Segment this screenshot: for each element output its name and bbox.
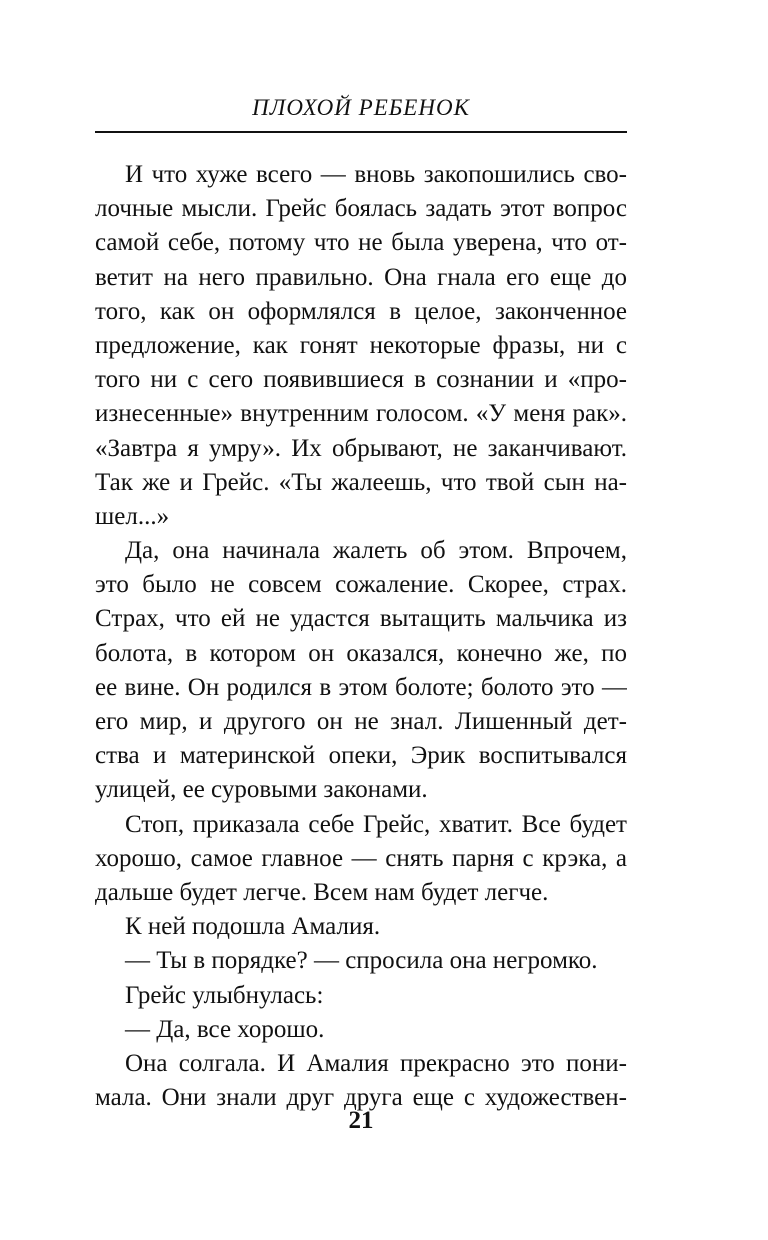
text-line: это было не совсем сожаление. Скорее, страх. [95,571,627,599]
text-line: болота, в котором он оказался, конечно же, по [95,639,627,667]
text-line: шел...» [95,502,170,530]
text-line: И что хуже всего — вновь закопошились сво- [125,161,627,188]
text-line: «Завтра я умру». Их обрывают, не заканчивают. [95,434,627,462]
text-line: Она солгала. И Амалия прекрасно это пони- [125,1049,627,1077]
text-line: хорошо, самое главное — снять парня с крэка, а [95,844,627,872]
running-head: ПЛОХОЙ РЕБЕНОК [252,95,470,120]
text-line: Грейс улыбнулась: [125,981,324,1009]
text-line: предложение, как гонят некоторые фразы, ни с [95,331,627,359]
dialogue-line: — Ты в порядке? — спросила она негромко. [125,947,598,975]
text-line: Стоп, приказала себе Грейс, хватит. Все будет [125,810,627,838]
text-line: того ни с сего появившиеся в сознании и «про- [95,366,627,394]
header-rule [95,131,627,133]
text-line: К ней подошла Амалия. [125,913,381,941]
page-number: 21 [348,1107,374,1134]
text-line: Страх, что ей не удастся вытащить мальчика из [95,605,627,633]
dialogue-line: — Да, все хорошо. [125,1015,325,1043]
text-line: изнесенные» внутренним голосом. «У меня рак». [95,400,627,428]
text-line: дальше будет легче. Всем нам будет легче. [95,878,549,906]
text-line: его мир, и другого он не знал. Лишенный дет- [95,708,627,735]
text-line: Да, она начинала жалеть об этом. Впрочем, [125,537,627,565]
body-text [95,158,627,1115]
text-line: ства и материнской опеки, Эрик воспитывался [95,742,627,770]
text-line: лочные мысли. Грейс боялась задать этот вопрос [95,195,627,223]
text-line: мала. Они знали друг друга еще с художествен- [95,1084,627,1112]
text-line: Так же и Грейс. «Ты жалеешь, что твой сын на- [95,468,627,496]
text-line: улицей, ее суровыми законами. [95,776,428,804]
text-line: того, как он оформлялся в целое, законченное [95,297,627,325]
text-line: ветит на него правильно. Она гнала его еще до [95,263,627,291]
text-line: самой себе, потому что не была уверена, что от- [95,229,627,257]
text-line: ее вине. Он родился в этом болоте; болото это — [95,673,627,701]
